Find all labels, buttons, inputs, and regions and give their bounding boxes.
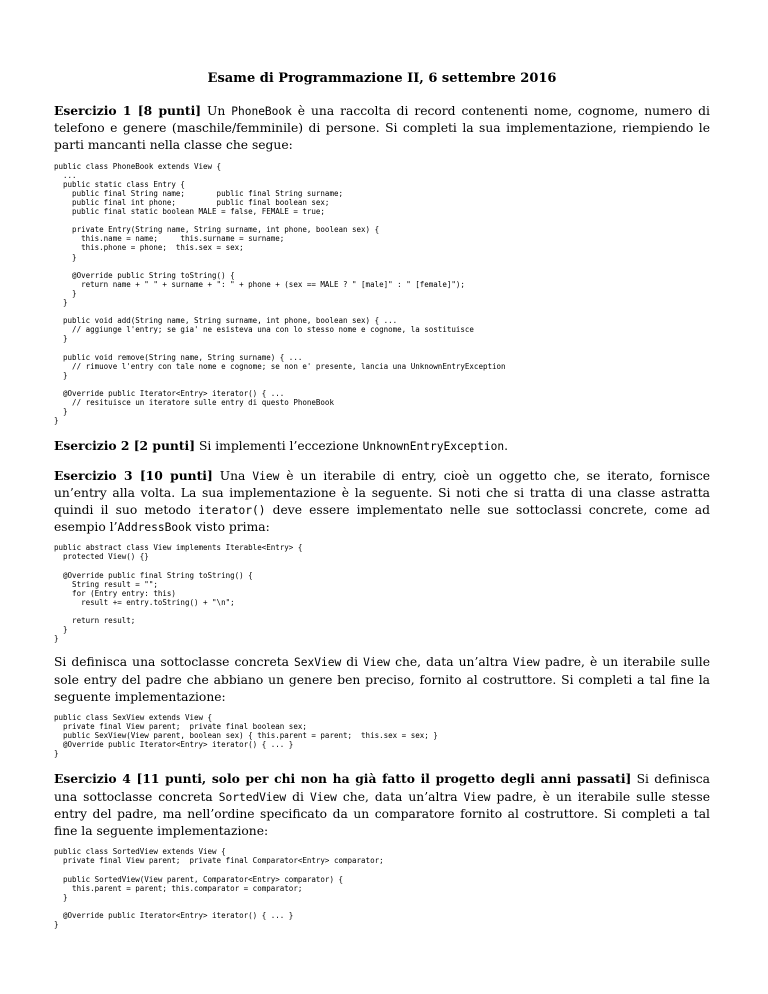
exercise-4-text: Esercizio 4 [11 punti, solo per chi non ha già fatto il progetto degli anni passati] Si definisca una sottoclasse concreta SortedView di View che, data un’altra View padre, è un iterabile sulle stesse entry del padre, ma nell’ordine specificato da un comparatore fornito al costruttore. Si completi a tal fine la seguente implementazione: — [54, 771, 710, 839]
class-name-sexview: SexView — [294, 656, 342, 670]
exercise-1-text: Esercizio 1 [8 punti] Un PhoneBook è una raccolta di record contenenti nome, cognome, numero di telefono e genere (maschile/femminile) di persone. Si completi la sua implementazione, riempiendo le parti mancanti nella classe che segue: — [54, 103, 710, 153]
class-name-phonebook: PhoneBook — [231, 105, 292, 118]
exercise-2-text: Esercizio 2 [2 punti] Si implementi l’eccezione UnknownEntryException. — [54, 438, 509, 454]
method-name-iterator: iterator() — [198, 503, 266, 517]
phonebook-code-block: public class PhoneBook extends View { ... public static class Entry { public final String name; public final String surname; public final int phone; public final boolean sex; public final static boolean MALE = false, FEMALE = true; private Entry(String name, String surname, int phone, boolean sex) { this.name = name; this.surname = surname; this.phone = phone; this.sex = sex; } @Override public String toString() { return name + " " + surname + ": " + phone + (sex == MALE ? " [male]" : " [female]"); } } public void add(String name, String surname, int phone, boolean sex) { ... // aggiunge l'entry; se gia' ne esisteva una con lo stesso nome e cognome, la sostituisce } public void remove(String name, String surname) { ... // rimuove l'entry con tale nome e cognome; se non e' presente, lancia una UnknownEntryException } @Override public Iterator<Entry> iterator() { ... // resituisce un iteratore sulle entry di questo PhoneBook } } — [54, 161, 506, 426]
sortedview-code-block: public class SortedView extends View { private final View parent; private final Comparator<Entry> comparator; public SortedView(View parent, Comparator<Entry> comparator) { this.parent = parent; this.comparator = comparator; } @Override public Iterator<Entry> iterator() { ... } } — [54, 847, 384, 930]
page-title: Esame di Programmazione II, 6 settembre 2016 — [207, 71, 557, 86]
sexview-code-block: public class SexView extends View { private final View parent; private final boolean sex; public SexView(View parent, boolean sex) { this.parent = parent; this.sex = sex; } @Override public Iterator<Entry> iterator() { ... } } — [54, 712, 438, 759]
exercise-3-sexview-text: Si definisca una sottoclasse concreta SexView di View che, data un’altra View padre, è un iterabile sulle sole entry del padre che abbiano un genere ben preciso, fornito al costruttore. Si completi a tal fine la seguente implementazione: — [54, 655, 710, 704]
class-name-sortedview: SortedView — [218, 790, 287, 804]
class-name-addressbook: AddressBook — [117, 521, 192, 535]
exercise-2-heading: Esercizio 2 [2 punti] — [54, 438, 196, 454]
class-name-view: View — [252, 469, 280, 483]
exercise-1-heading: Esercizio 1 [8 punti] — [54, 103, 202, 118]
exercise-3-heading: Esercizio 3 [10 punti] — [54, 467, 213, 483]
class-name-unknown-entry-exception: UnknownEntryException — [362, 440, 505, 454]
view-code-block: public abstract class View implements Iterable<Entry> { protected View() {} @Override public final String toString() { String result = ""; for (Entry entry: this) result += entry.toString() + "\n"; return result; } } — [54, 543, 303, 644]
exercise-4-heading: Esercizio 4 [11 punti, solo per chi non ha già fatto il progetto degli anni passati] — [54, 771, 632, 787]
exercise-3-text: Esercizio 3 [10 punti] Una View è un iterabile di entry, cioè un oggetto che, se iterato, fornisce un’entry alla volta. La sua implementazione è la seguente. Si noti che si tratta di una classe astratta quindi il suo metodo iterator() deve essere implementato nelle sue sottoclassi concrete, come ad esempio l’AddressBook visto prima: — [54, 467, 710, 535]
